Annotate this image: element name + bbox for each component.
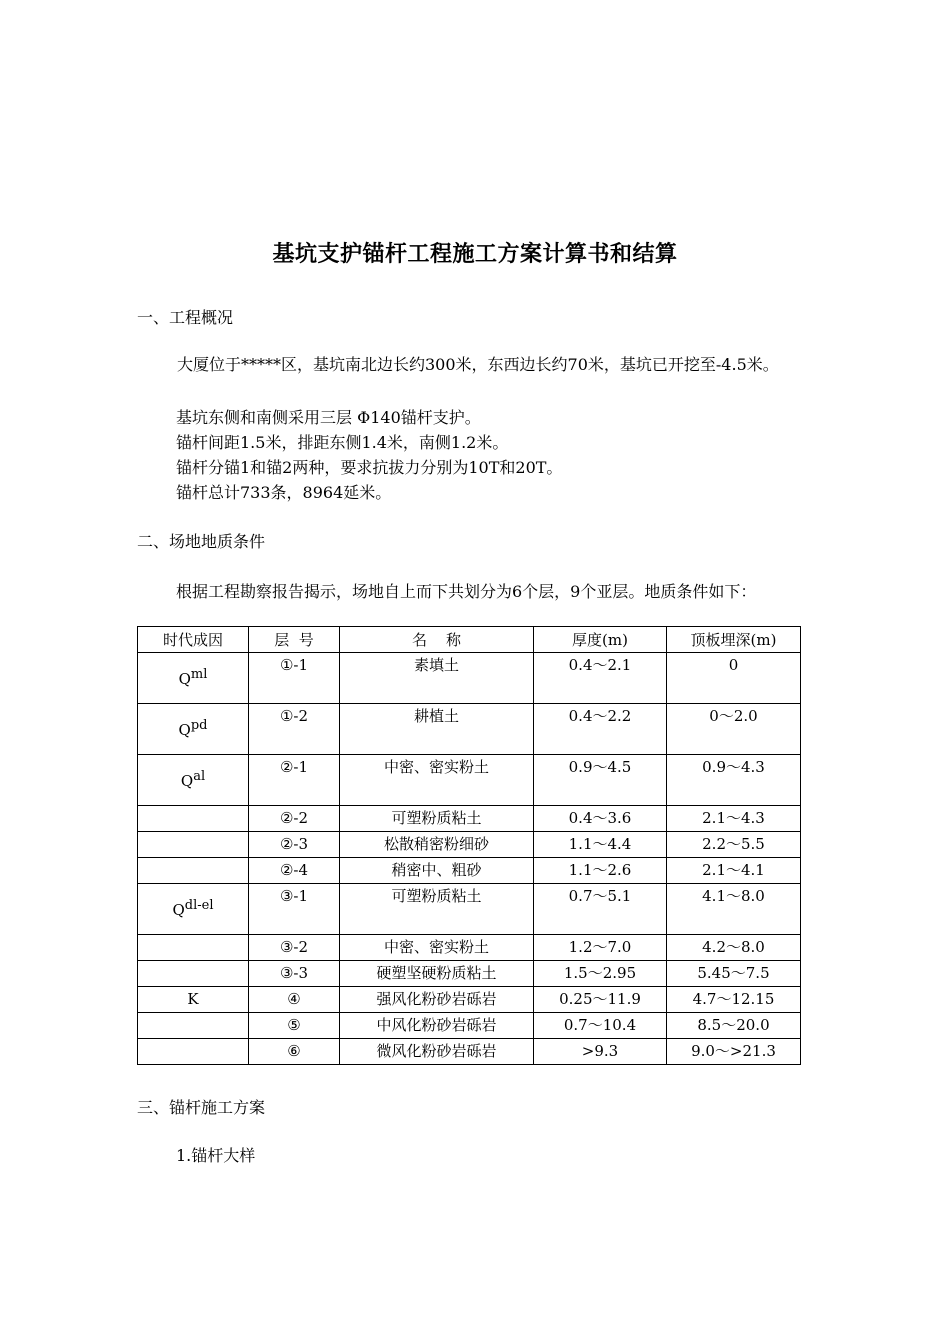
thickness-cell: 0.25～11.9 [534, 987, 667, 1013]
overview-line-1: 基坑东侧和南侧采用三层 Φ140锚杆支护。 [176, 408, 481, 427]
table-row [138, 806, 801, 832]
depth-cell: 2.1～4.3 [667, 806, 801, 832]
name-cell: 微风化粉砂岩砾岩 [340, 1039, 534, 1065]
layer-cell: ③-1 [249, 884, 340, 935]
header-thickness: 厚度(m) [534, 627, 667, 653]
overview-line-4: 锚杆总计733条，8964延米。 [176, 483, 392, 502]
overview-paragraph [137, 352, 867, 377]
layer-cell: ③-3 [249, 961, 340, 987]
era-cell [138, 832, 249, 858]
name-cell: 硬塑坚硬粉质粘土 [340, 961, 534, 987]
era-cell [138, 858, 249, 884]
depth-cell: 0.9～4.3 [667, 755, 801, 806]
table-row [138, 755, 801, 806]
header-layer: 层 号 [249, 627, 340, 653]
geology-intro: 根据工程勘察报告揭示，场地自上而下共划分为6个层，9个亚层。地质条件如下： [176, 582, 757, 601]
layer-cell: ①-1 [249, 653, 340, 704]
table-row [138, 884, 801, 935]
thickness-cell: 0.4～3.6 [534, 806, 667, 832]
section-heading-anchor-plan: 三、锚杆施工方案 [137, 1098, 266, 1117]
era-cell [138, 935, 249, 961]
layer-cell: ④ [249, 987, 340, 1013]
table-row [138, 1039, 801, 1065]
depth-cell: 0 [667, 653, 801, 704]
name-cell: 稍密中、粗砂 [340, 858, 534, 884]
geology-table [137, 626, 801, 1065]
era-cell [138, 806, 249, 832]
thickness-cell: 0.7～10.4 [534, 1013, 667, 1039]
era-cell: $Q^{dl-el}$ [138, 884, 249, 935]
thickness-cell: >9.3 [534, 1039, 667, 1065]
layer-cell: ②-3 [249, 832, 340, 858]
document-title: 基坑支护锚杆工程施工方案计算书和结算 [272, 241, 678, 267]
layer-cell: ②-1 [249, 755, 340, 806]
depth-cell: 9.0～>21.3 [667, 1039, 801, 1065]
thickness-cell: 1.1～2.6 [534, 858, 667, 884]
era-cell [138, 1013, 249, 1039]
depth-cell: 2.2～5.5 [667, 832, 801, 858]
name-cell: 可塑粉质粘土 [340, 806, 534, 832]
layer-cell: ②-2 [249, 806, 340, 832]
name-cell: 中密、密实粉土 [340, 935, 534, 961]
name-cell: 松散稍密粉细砂 [340, 832, 534, 858]
layer-cell: ①-2 [249, 704, 340, 755]
depth-cell: 8.5～20.0 [667, 1013, 801, 1039]
table-row [138, 858, 801, 884]
table-row [138, 1013, 801, 1039]
table-header-row [138, 627, 801, 653]
depth-cell: 4.7～12.15 [667, 987, 801, 1013]
depth-cell: 2.1～4.1 [667, 858, 801, 884]
thickness-cell: 0.4～2.1 [534, 653, 667, 704]
table-row [138, 704, 801, 755]
era-cell [138, 961, 249, 987]
thickness-cell: 1.5～2.95 [534, 961, 667, 987]
era-cell: $Q^{pd}$ [138, 704, 249, 755]
thickness-cell: 1.2～7.0 [534, 935, 667, 961]
era-cell [138, 1039, 249, 1065]
table-row [138, 935, 801, 961]
depth-cell: 0～2.0 [667, 704, 801, 755]
name-cell: 中密、密实粉土 [340, 755, 534, 806]
name-cell: 强风化粉砂岩砾岩 [340, 987, 534, 1013]
name-cell: 素填土 [340, 653, 534, 704]
depth-cell: 4.1～8.0 [667, 884, 801, 935]
section-heading-geology: 二、场地地质条件 [137, 532, 266, 551]
overview-line-2: 锚杆间距1.5米，排距东侧1.4米，南侧1.2米。 [176, 433, 509, 452]
thickness-cell: 0.7～5.1 [534, 884, 667, 935]
thickness-cell: 0.4～2.2 [534, 704, 667, 755]
layer-cell: ⑤ [249, 1013, 340, 1039]
name-cell: 可塑粉质粘土 [340, 884, 534, 935]
layer-cell: ②-4 [249, 858, 340, 884]
overview-paragraph-text: 大厦位于*****区，基坑南北边长约300米，东西边长约70米，基坑已开挖至-4.5米。 [177, 355, 779, 374]
subheading-anchor-detail: 1.锚杆大样 [176, 1146, 256, 1165]
depth-cell: 4.2～8.0 [667, 935, 801, 961]
table-row [138, 961, 801, 987]
table-row [138, 832, 801, 858]
overview-line-3: 锚杆分锚1和锚2两种，要求抗拔力分别为10T和20T。 [176, 458, 563, 477]
name-cell: 中风化粉砂岩砾岩 [340, 1013, 534, 1039]
depth-cell: 5.45～7.5 [667, 961, 801, 987]
thickness-cell: 1.1～4.4 [534, 832, 667, 858]
layer-cell: ⑥ [249, 1039, 340, 1065]
era-cell: $Q^{ml}$ [138, 653, 249, 704]
header-era: 时代成因 [138, 627, 249, 653]
thickness-cell: 0.9～4.5 [534, 755, 667, 806]
era-cell: K [138, 987, 249, 1013]
name-cell: 耕植土 [340, 704, 534, 755]
era-cell: $Q^{al}$ [138, 755, 249, 806]
header-name: 名 称 [340, 627, 534, 653]
header-depth: 顶板埋深(m) [667, 627, 801, 653]
section-heading-overview: 一、工程概况 [137, 308, 234, 327]
table-row [138, 653, 801, 704]
layer-cell: ③-2 [249, 935, 340, 961]
table-row [138, 987, 801, 1013]
